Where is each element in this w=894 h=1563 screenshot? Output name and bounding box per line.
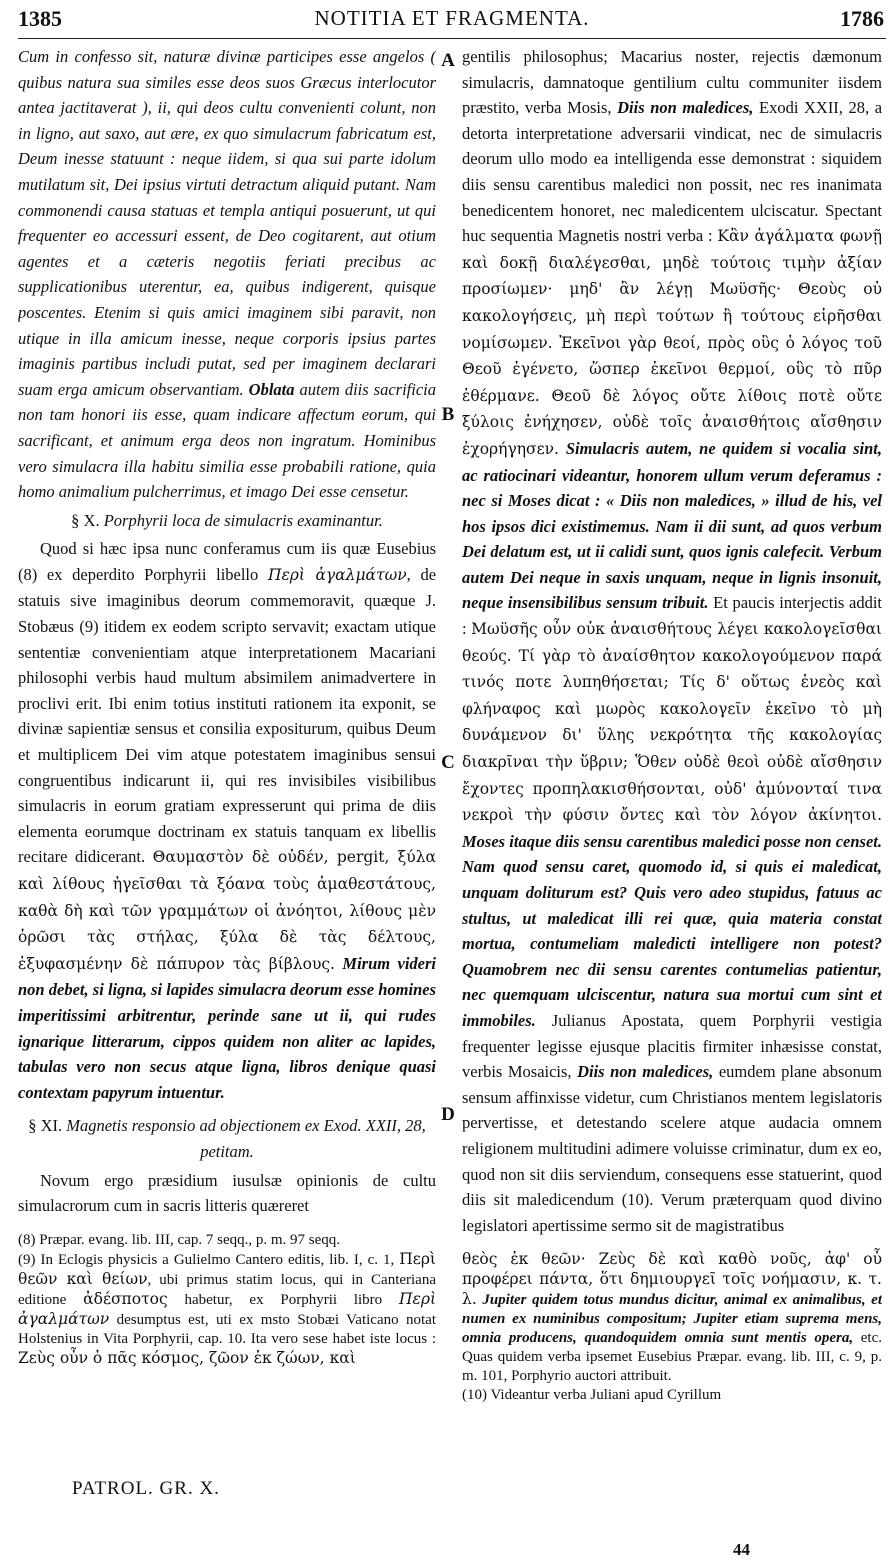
footnote-8: (8) Præpar. evang. lib. III, cap. 7 seqq., p. m. 97 seqq.: [18, 1231, 341, 1248]
page-header: [18, 4, 886, 39]
left-paragraph-3: Novum ergo præsidium iusulsæ opinionis de cultu simulacrorum cum in sacris litteris quæreret: [18, 1170, 436, 1216]
margin-mark-b: B: [441, 404, 455, 425]
left-footnotes: [18, 1231, 436, 1369]
left-paragraph-1: Cum in confesso sit, naturæ divinæ participes esse angelos ( quibus natura sua similes esse deos suos Græcus interlocutor antea jactitaverat ), ii, qui deos cultu convenienti colunt, non in ligno, aut saxo, aut ære, ex quo simulacrum fabricatum est, Deum inesse statuunt : neque iidem, si qua sui parte idolum mutilatum sit, Dei ipsius virtuti detractum aliquid putant. Nam commonendi causa statuas et templa antiqui posuerunt, ut qui frequenter eo accessuri essent, de Deo cogitarent, aut otium agentes et a cæteris negotiis feriati precibus ac supplicationibus uterentur, ea, quibus indigerent, quisque poscentes. Etenim si quis amici imaginem sibi paravit, non utique in illa amicum inesse, neque corporis ipsius partes imaginis partibus includi putat, sed per imaginem declarari suam erga amicum observantiam. Oblata autem diis sacrificia non tam honori iis esse, quam indicare affectum eorum, qui sacrificant, et animum erga deos non ingratum. Hominibus vero simulacra illa habitu similia esse probabili ratione, quia homo animalium pulcherrimus, et imago Dei esse censetur.: [18, 47, 436, 502]
series-signature: PATROL. GR. X.: [72, 1478, 220, 1499]
margin-mark-d: D: [441, 1104, 455, 1125]
right-paragraph-1: gentilis philosophus; Macarius noster, rejectis dæmonum simulacris, damnatoque gentilium cultu communiter iisdem præstito, verba Mosis, Diis non maledices, Exodi XXII, 28, a detorta interpretatione adversarii vindicat, nec de simulacris deorum ullo modo ea intelligenda esse demonstrat : siquidem diis sensu carentibus maledici non possit, nec res inanimata benedicentem honoret, nec maledicentem ulciscatur. Spectant huc sequentia Magnetis nostri verba : Κἂν ἀγάλματα φωνῇ καὶ δοκῇ διαλέγεσθαι, μηδὲ τούτοις τιμὴν ἀξίαν προσίωμεν· μηδ' ἂν λέγῃ Μωϋσῆς· Θεοὺς οὐ κακολογήσεις, μὴ περὶ τούτων ἢ τούτους εἰρῆσθαι νομίσωμεν. Ἐκεῖνοι γὰρ θεοί, πρὸς οὓς ὁ λόγος τοῦ Θεοῦ ἐγένετο, ὥσπερ ἐκεῖνοι θερμοί, οὓς τὸ πῦρ ἐθέρμανε. Θεοῦ δὲ λόγος οὔτε λίθοις ποτὲ οὔτε ξύλοις ἐνήχησεν, οὐδὲ τοῖς ἀναισθήτοις αἴσθησιν ἐχορήγησεν. Simulacris autem, ne quidem si vocalia sint, ac ratiocinari videantur, honorem ullum verum deferamus : nec si Moses dicat : « Diis non maledices, » illud de his, vel hos ipsos dici existimemus. Nam ii dii sunt, ad quos verbum Dei delatum est, ut ii calidi sunt, quos ignis calefecit. Verbum autem Dei neque in saxis unquam, neque in lignis insonuit, neque insensibilibus sensum tribuit. Et paucis interjectis addit : Μωϋσῆς οὖν οὐκ ἀναισθήτους λέγει κακολογεῖσθαι θεούς. Τί γὰρ τὸ ἀναίσθητον κακολογούμενον παρά τινός ποτε λυπηθήσεται; Τίς δ' οὕτως ἐνεὸς καὶ φλήναφος καὶ μωρὸς κακολογεῖν ἐκεῖνο τὸ μὴ δυνάμενον δι' ὕλης νεκρότητα τῆς κακολογίας διακρῖναι τὴν ὕβριν; Ὅθεν οὐδὲ θεοὶ οὐδὲ αἴσθησιν ἔχοντες προπηλακισθήσονται, οὐδ' ἀμύνονταί τινα νεκροὶ τὴν φύσιν ὄντες καὶ τὸν λόγον ἀκίνητοι. Moses itaque diis sensu carentibus maledici posse non censet. Nam quod sensu caret, quomodo id, si quis ei maledicat, unquam doliturum est? Quis vero adeo stupidus, fatuus ac stultus, ut maledicat illi rei quæ, quia materia constat mortua, contumeliam maledicti intelligere non potest? Quamobrem nec dii sensu carentes contumelias patientur, nec quemquam ulciscentur, natura sua mortui cum sint et immobiles. Julianus Apostata, quem Porphyrii vestigia frequenter legisse ejusque placitis firmiter inhæsisse constat, verbis Mosaicis, Diis non maledices, eumdem plane absonum sensum affinxisse videtur, cum Christianos mentem legislatoris pervertisse, et detestando scelere atque audacia omnem religionem multitudini adimere voluisse criminatur, dum ex eo, quod non sit diis serviendum, consequens esse statuerint, quod diis sit maledicendum (10). Verum præterquam quod divino legislatori apertissime sermo sit de magistratibus: [462, 47, 882, 1235]
right-column: [462, 44, 882, 1504]
footnote-9: (9) In Eclogis physicis a Gulielmo Cantero editis, lib. I, c. 1, Περὶ θεῶν καὶ θείων, ubi primus statim locus, qui in Canteriana editione ἀδέσποτος habetur, ex Porphyrii libro Περὶ ἀγαλμάτων desumptus est, uti ex msto Stobæi Vaticano notat Holstenius in Vita Porphyrii, cap. 10. Ita vero sese habet iste locus : Ζεὺς οὖν ὁ πᾶς κόσμος, ζῶον ἐκ ζώων, καὶ: [18, 1249, 436, 1367]
section-11-heading: § XI. Magnetis responsio ad objectionem ex Exod. XXII, 28, petitam.: [28, 1116, 426, 1161]
right-footnotes: [462, 1250, 882, 1405]
left-paragraph-2: Quod si hæc ipsa nunc conferamus cum iis quæ Eusebius (8) ex deperdito Porphyrii libello Περὶ ἀγαλμάτων, de statuis sive imaginibus deorum commemoravit, quæque J. Stobæus (9) itidem ex eodem scripto servavit; exactam utique sententiæ convenientiam atque interpretationem Macariani philosophi verbis haud multum absimilem animadvertere in proclivi erit. Ibi enim totius instituti rationem ita exponit, se divinæ sapientiæ sensus et consilia expositurum, quibus Deum et multiplicem Dei vim atque potestatem imaginibus sensui congruentibus indicarunt ii, qui res invisibiles visibilibus simulacris in eorum gratiam expresserunt qui prima de diis elementa eorumque doctrinam ex statuis tanquam ex libellis recitare didicerant. Θαυμαστὸν δὲ οὐδέν, pergit, ξύλα καὶ λίθους ἡγεῖσθαι τὰ ξόανα τοὺς ἀμαθεστάτους, καθὰ δὴ καὶ τῶν γραμμάτων οἱ ἀνόητοι, λίθους μὲν ὁρῶσι τὰς στήλας, ξύλα δὲ τὰς δέλτους, ἐξυφασμένην δὲ πάπυρον τὰς βίβλους. Mirum videri non debet, si ligna, si lapides simulacra deorum esse homines imperitissimi arbitrentur, perinde sane ut ii, qui rudes ignarique litterarum, cippos quidem non aliter ac lapides, tabulas vero non secus atque ligna, libros denique quasi contextam papyrum intuentur.: [18, 539, 436, 1102]
footnote-10: (10) Videantur verba Juliani apud Cyrillum: [462, 1387, 722, 1404]
page-number-right: 1786: [840, 6, 884, 31]
footnote-9-continued: θεὸς ἐκ θεῶν· Ζεὺς δὲ καὶ καθὸ νοῦς, ἀφ' οὗ προφέρει πάντα, ὅτι δημιουργεῖ τοῖς νοήμασιν, κ. τ. λ. Jupiter quidem totus mundus dicitur, animal ex animalibus, et numen ex numinibus compositum; Jupiter etiam suprema mens, omnia producens, quandoquidem omnia sunt mentis opera, etc. Quas quidem verba ipsemet Eusebius Præpar. evang. lib. III, c. 9, p. m. 101, Porphyrio auctori attribuit.: [462, 1250, 882, 1385]
section-10-heading: § X. Porphyrii loca de simulacris examinantur.: [71, 510, 383, 530]
left-column: [18, 44, 436, 1504]
margin-mark-a: A: [441, 50, 455, 71]
page-number-left: 1385: [18, 6, 62, 31]
gathering-number: 44: [733, 1540, 750, 1559]
margin-mark-c: C: [441, 752, 455, 773]
running-title: NOTITIA ET FRAGMENTA.: [314, 6, 590, 30]
